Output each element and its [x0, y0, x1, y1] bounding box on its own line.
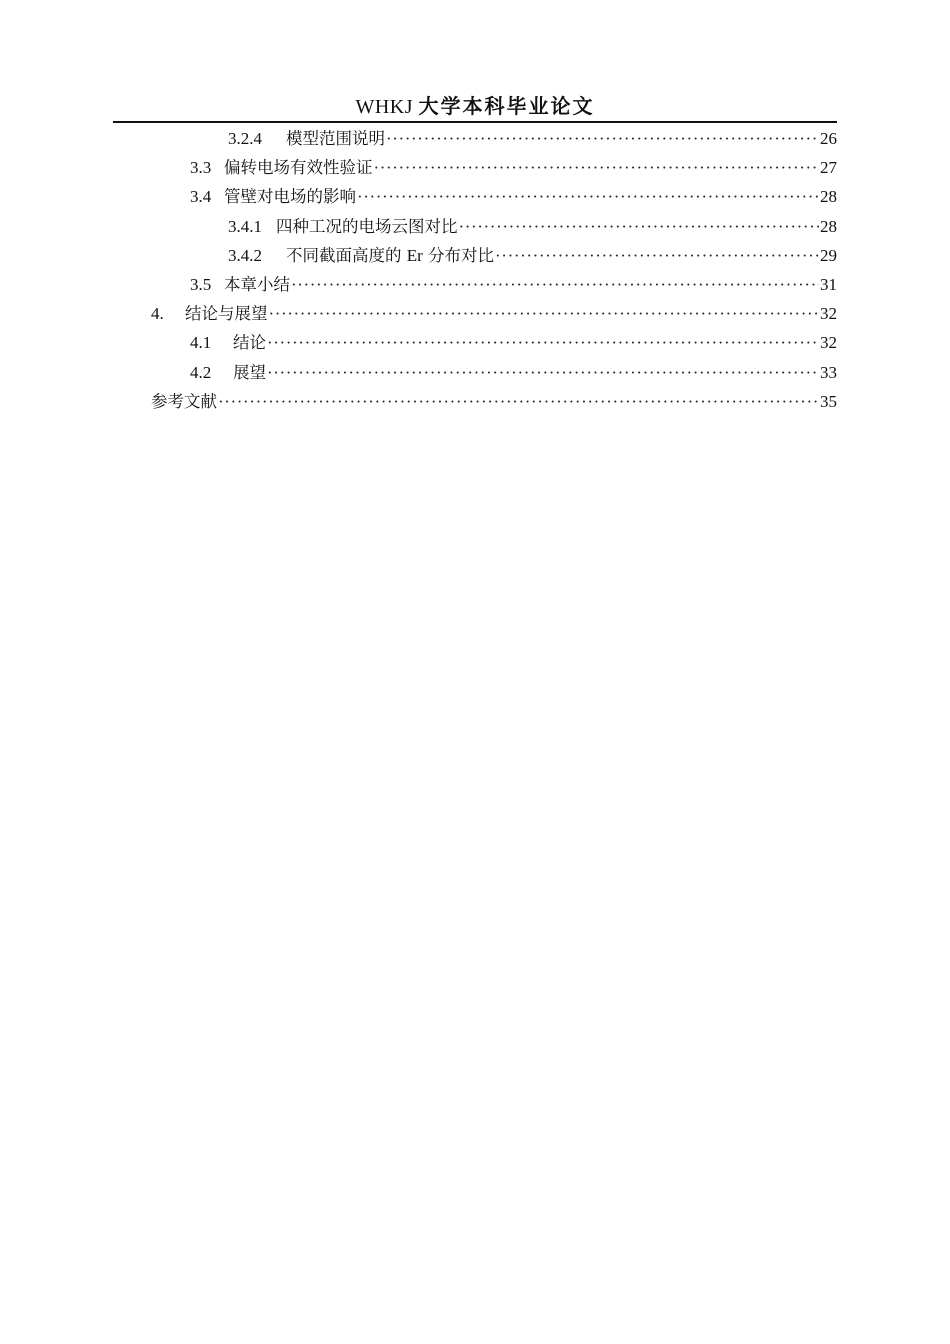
- header-title-text: 大学本科毕业论文: [418, 94, 595, 118]
- toc-dot-leader: [291, 270, 819, 299]
- toc-entry-page: 29: [820, 245, 837, 265]
- toc-entry-page: 27: [820, 158, 837, 178]
- toc-entry-number: 3.4.2: [228, 245, 262, 265]
- toc-dot-leader: [267, 358, 819, 387]
- toc-dot-leader: [374, 153, 820, 182]
- toc-entry-number: 3.4.1: [228, 216, 262, 236]
- toc-entry[interactable]: [113, 328, 837, 357]
- toc-entry-number: 4.: [151, 304, 164, 324]
- toc-entry-title-part: 分布对比: [422, 245, 495, 265]
- toc-entry[interactable]: [113, 153, 837, 182]
- toc-dot-leader: [495, 241, 819, 270]
- toc-entry[interactable]: [113, 387, 837, 416]
- toc-entry-title: 本章小结: [224, 275, 290, 295]
- toc-entry-title: 模型范围说明: [286, 129, 385, 149]
- toc-entry-title: 管壁对电场的影响: [224, 187, 356, 207]
- toc-entry-title: 偏转电场有效性验证: [224, 158, 373, 178]
- toc-entry-page: 28: [820, 216, 837, 236]
- toc-entry-title: 参考文献: [151, 391, 217, 411]
- toc-entry[interactable]: [113, 182, 837, 211]
- toc-entry-number: 3.5: [190, 275, 212, 295]
- toc-entry-number: 4.2: [190, 362, 212, 382]
- page-header: [113, 92, 837, 120]
- toc-entry[interactable]: [113, 241, 837, 270]
- toc-entry-title-part: 不同截面高度的: [286, 245, 407, 265]
- toc-entry-title: 展望: [233, 362, 266, 382]
- toc-dot-leader: [267, 328, 819, 357]
- table-of-contents: [113, 124, 837, 416]
- toc-entry-page: 35: [820, 391, 837, 411]
- toc-entry-title: 结论与展望: [185, 304, 268, 324]
- toc-entry-page: 31: [820, 275, 837, 295]
- toc-entry-page: 33: [820, 362, 837, 382]
- toc-entry-title-symbol: Er: [406, 245, 423, 265]
- toc-entry-page: 32: [820, 304, 837, 324]
- toc-dot-leader: [218, 387, 819, 416]
- toc-entry[interactable]: [113, 124, 837, 153]
- header-divider: [113, 121, 837, 123]
- toc-dot-leader: [357, 182, 819, 211]
- header-latin-text: WHKJ: [355, 96, 414, 118]
- toc-entry-title: 四种工况的电场云图对比: [276, 216, 458, 236]
- toc-entry[interactable]: [113, 299, 837, 328]
- toc-dot-leader: [386, 124, 819, 153]
- toc-dot-leader: [269, 299, 820, 328]
- toc-entry-number: 3.2.4: [228, 129, 262, 149]
- toc-entry-page: 28: [820, 187, 837, 207]
- toc-dot-leader: [459, 212, 820, 241]
- toc-entry-page: 26: [820, 129, 837, 149]
- toc-entry[interactable]: [113, 270, 837, 299]
- toc-entry-title: 结论: [233, 333, 266, 353]
- toc-entry-number: 3.3: [190, 158, 212, 178]
- toc-entry-title: [286, 241, 494, 270]
- toc-entry-number: 4.1: [190, 333, 212, 353]
- toc-entry-page: 32: [820, 333, 837, 353]
- toc-entry[interactable]: [113, 358, 837, 387]
- toc-entry-number: 3.4: [190, 187, 212, 207]
- toc-entry[interactable]: [113, 212, 837, 241]
